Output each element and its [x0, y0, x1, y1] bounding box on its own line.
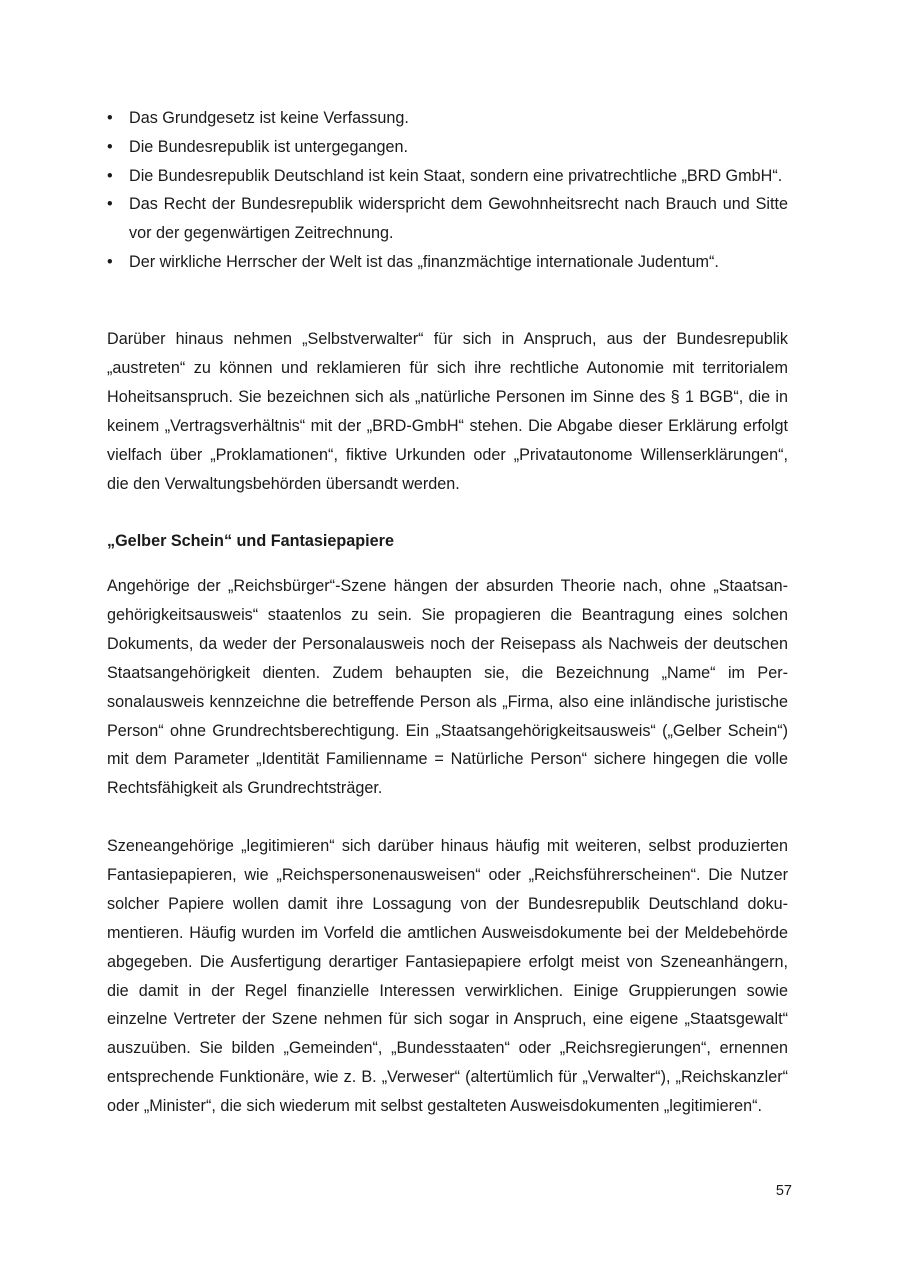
bullet-item: • Die Bundesrepublik Deutschland ist kein Staat, sondern eine privatrechtliche „BRD GmbH“. — [107, 162, 788, 191]
paragraph-fantasiepapiere: Szeneangehörige „legitimieren“ sich darüber hinaus häufig mit weiteren, selbst produzierten Fantasiepapieren, wie „Reichspersonenausweisen“ oder „Reichsführerscheinen“. Die Nutzer solcher Papiere wollen damit ihre Lossagung von der Bundesrepublik Deutschland dokumentieren. Häufig wurden im Vorfeld die amtlichen Ausweisdokumente bei der Meldebehörde abgegeben. Die Ausfertigung derartiger Fantasiepapiere erfolgt meist von Szeneanhängern, die damit in der Regel finanzielle Interessen verwirklichen. Einige Gruppierungen sowie einzelne Vertreter der Szene nehmen für sich sogar in Anspruch, eine eigene „Staatsgewalt“ auszuüben. Sie bilden „Gemeinden“, „Bundesstaaten“ oder „Reichsregierungen“, ernennen entsprechende Funktionäre, wie z. B. „Verweser“ (altertümlich für „Verwalter“), „Reichskanzler“ oder „Minister“, die sich wiederum mit selbst gestalteten Ausweisdokumenten „legitimieren“. — [107, 837, 788, 1116]
section-heading: „Gelber Schein“ und Fantasiepapiere — [107, 532, 394, 550]
bullet-item: • Die Bundesrepublik ist untergegangen. — [107, 133, 788, 162]
page-number: 57 — [775, 1183, 792, 1199]
bullet-list — [107, 104, 788, 277]
paragraph-gelber-schein: Angehörige der „Reichsbürger“-Szene hängen der absurden Theorie nach, ohne „Staatsangehörigkeitsausweis“ staatenlos zu sein. Sie propagieren die Beantragung eines solchen Dokuments, da weder der Personalausweis noch der Reisepass als Nachweis der deutschen Staatsangehörigkeit dienten. Zudem behaupten sie, die Bezeichnung „Name“ im Personalausweis kennzeichne die betreffende Person als „Firma, also eine inländische juristische Person“ ohne Grundrechtsberechtigung. Ein „Staatsangehörigkeitsausweis“ („Gelber Schein“) mit dem Parameter „Identität Familienname = Natürliche Person“ sichere hingegen die volle Rechtsfähigkeit als Grundrechtsträger. — [107, 577, 788, 798]
paragraph-selbstverwalter: Darüber hinaus nehmen „Selbstverwalter“ für sich in Anspruch, aus der Bundesrepublik „austreten“ zu können und reklamieren für sich ihre rechtliche Autonomie mit territorialem Hoheitsanspruch. Sie bezeichnen sich als „natürliche Personen im Sinne des § 1 BGB“, die in keinem „Vertragsverhältnis“ mit der „BRD-GmbH“ stehen. Die Abgabe dieser Erklärung erfolgt vielfach über „Proklamationen“, fiktive Urkunden oder „Privatautonome Willenserklärungen“, die den Verwaltungsbehörden übersandt werden. — [107, 330, 788, 493]
bullet-item: • Das Grundgesetz ist keine Verfassung. — [107, 104, 788, 133]
bullet-item: • Der wirkliche Herrscher der Welt ist das „finanzmächtige internationale Judentum“. — [107, 248, 788, 277]
bullet-item: • Das Recht der Bundesrepublik widerspricht dem Gewohnheitsrecht nach Brauch und Sitte vor der gegenwärtigen Zeitrechnung. — [107, 190, 788, 248]
